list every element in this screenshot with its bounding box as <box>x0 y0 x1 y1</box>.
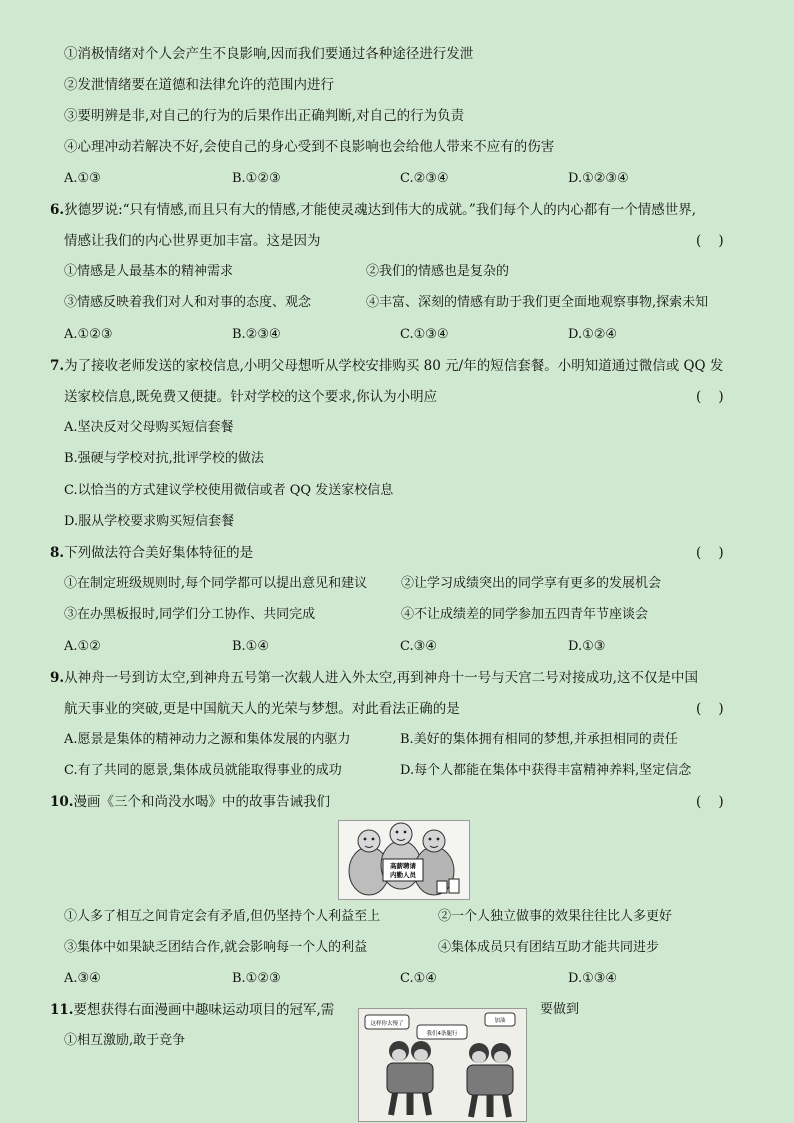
q10-stem: 漫画《三个和尚没水喝》中的故事告诫我们 <box>73 794 330 810</box>
q9-stem-1: 从神舟一号到访太空,到神舟五号第一次载人进入外太空,再到神舟十一号与天宫二号对接成功,这不仅是中国 <box>64 670 698 686</box>
q10-item-3: ③集体中如果缺乏团结合作,就会影响每一个人的利益 <box>64 940 368 955</box>
q10-item-1: ①人多了相互之间肯定会有矛盾,但仍坚持个人利益至上 <box>64 909 381 924</box>
q7-stem-line-1 <box>50 356 750 376</box>
q10-answer-paren: ( ) <box>696 794 724 810</box>
q9-stem-line-1 <box>50 668 750 688</box>
q6-item-2: ②我们的情感也是复杂的 <box>366 264 510 279</box>
three-monks-cartoon <box>338 820 470 900</box>
q7-answer-paren: ( ) <box>696 389 724 405</box>
q6-number: 6. <box>50 202 65 218</box>
q5-option-d: D.①②③④ <box>568 171 629 186</box>
q9-option-a: A.愿景是集体的精神动力之源和集体发展的内驱力 <box>64 732 351 747</box>
q6-answer-paren: ( ) <box>696 233 724 249</box>
q7-option-b: B.强硬与学校对抗,批评学校的做法 <box>64 451 264 466</box>
q11-stem: 要想获得右面漫画中趣味运动项目的冠军,需 <box>73 1002 335 1018</box>
q8-item-2: ②让学习成绩突出的同学享有更多的发展机会 <box>401 576 662 591</box>
q7-option-a: A.坚决反对父母购买短信套餐 <box>64 420 234 435</box>
q8-item-3: ③在办黑板报时,同学们分工协作、共同完成 <box>64 607 316 622</box>
q8-option-d: D.①③ <box>568 639 606 654</box>
q7-stem-2: 送家校信息,既免费又便捷。针对学校的这个要求,你认为小明应 <box>64 389 438 405</box>
q9-answer-paren: ( ) <box>696 701 724 717</box>
q10-option-c: C.①④ <box>400 971 437 986</box>
three-legged-race-cartoon <box>358 1008 527 1122</box>
q8-answer-paren: ( ) <box>696 545 724 561</box>
q5-option-c: C.②③④ <box>400 171 449 186</box>
q8-stem-line <box>50 543 750 563</box>
three-monks-drawing <box>339 821 469 899</box>
q6-option-d: D.①②④ <box>568 327 618 342</box>
q7-stem-1: 为了接收老师发送的家校信息,小明父母想听从学校安排购买 80 元/年的短信套餐。小明知道通过微信或 QQ 发 <box>64 358 724 374</box>
cartoon-sign-line-1: 高薪聘请 <box>390 862 416 870</box>
q10-stem-line <box>50 792 750 812</box>
q5-option-a: A.①③ <box>64 171 101 186</box>
q7-option-c: C.以恰当的方式建议学校使用微信或者 QQ 发送家校信息 <box>64 483 394 498</box>
q10-item-4: ④集体成员只有团结互助才能共同进步 <box>438 940 660 955</box>
q8-option-a: A.①② <box>64 639 101 654</box>
q8-item-1: ①在制定班级规则时,每个同学都可以提出意见和建议 <box>64 576 368 591</box>
q8-stem: 下列做法符合美好集体特征的是 <box>64 545 254 561</box>
bubble-2-text: 我们4条腿行 <box>426 1031 458 1037</box>
q9-stem-2: 航天事业的突破,更是中国航天人的光荣与梦想。对此看法正确的是 <box>64 701 460 717</box>
q8-option-c: C.③④ <box>400 639 437 654</box>
q9-option-d: D.每个人都能在集体中获得丰富精神养料,坚定信念 <box>400 763 692 778</box>
q8-option-b: B.①④ <box>232 639 269 654</box>
q10-item-2: ②一个人独立做事的效果往往比人多更好 <box>438 909 673 924</box>
q7-option-d: D.服从学校要求购买短信套餐 <box>64 514 235 529</box>
q6-option-a: A.①②③ <box>64 327 113 342</box>
q6-stem-line-1 <box>50 200 750 220</box>
q10-option-a: A.③④ <box>64 971 101 986</box>
q10-option-b: B.①②③ <box>232 971 281 986</box>
q7-number: 7. <box>50 358 65 374</box>
q5-option-b: B.①②③ <box>232 171 281 186</box>
q8-item-4: ④不让成绩差的同学参加五四青年节座谈会 <box>401 607 649 622</box>
q11-stem-tail: 要做到 <box>540 1002 580 1017</box>
bubble-3-text: 加油 <box>494 1018 506 1024</box>
q9-option-c: C.有了共同的愿景,集体成员就能取得事业的成功 <box>64 763 342 778</box>
q5-item-1: ①消极情绪对个人会产生不良影响,因而我们要通过各种途径进行发泄 <box>64 46 474 62</box>
q5-item-4: ④心理冲动若解决不好,会使自己的身心受到不良影响也会给他人带来不应有的伤害 <box>64 139 555 155</box>
q5-item-2: ②发泄情绪要在道德和法律允许的范围内进行 <box>64 77 334 93</box>
q8-number: 8. <box>50 545 65 561</box>
cartoon-sign-line-2: 内勤人员 <box>390 871 416 879</box>
q5-item-3: ③要明辨是非,对自己的行为的后果作出正确判断,对自己的行为负责 <box>64 108 465 124</box>
q11-stem-line <box>50 1000 350 1020</box>
q6-option-c: C.①③④ <box>400 327 449 342</box>
q6-option-b: B.②③④ <box>232 327 281 342</box>
q10-option-d: D.①③④ <box>568 971 618 986</box>
q6-stem-1: 狄德罗说:“只有情感,而且只有大的情感,才能使灵魂达到伟大的成就。”我们每个人的内心都有一个情感世界, <box>64 202 697 218</box>
q10-number: 10. <box>50 794 74 810</box>
q6-stem-2: 情感让我们的内心世界更加丰富。这是因为 <box>64 233 321 249</box>
q6-item-3: ③情感反映着我们对人和对事的态度、观念 <box>64 295 312 310</box>
q9-number: 9. <box>50 670 65 686</box>
q6-item-4: ④丰富、深刻的情感有助于我们更全面地观察事物,探索未知 <box>366 295 709 310</box>
q6-item-1: ①情感是人最基本的精神需求 <box>64 264 234 279</box>
q11-item-1: ①相互激励,敢于竞争 <box>64 1033 186 1048</box>
bubble-1-text: 这样你太慢了 <box>370 1021 404 1027</box>
q9-option-b: B.美好的集体拥有相同的梦想,并承担相同的责任 <box>400 732 678 747</box>
race-drawing <box>359 1009 526 1121</box>
q11-number: 11. <box>50 1002 74 1018</box>
